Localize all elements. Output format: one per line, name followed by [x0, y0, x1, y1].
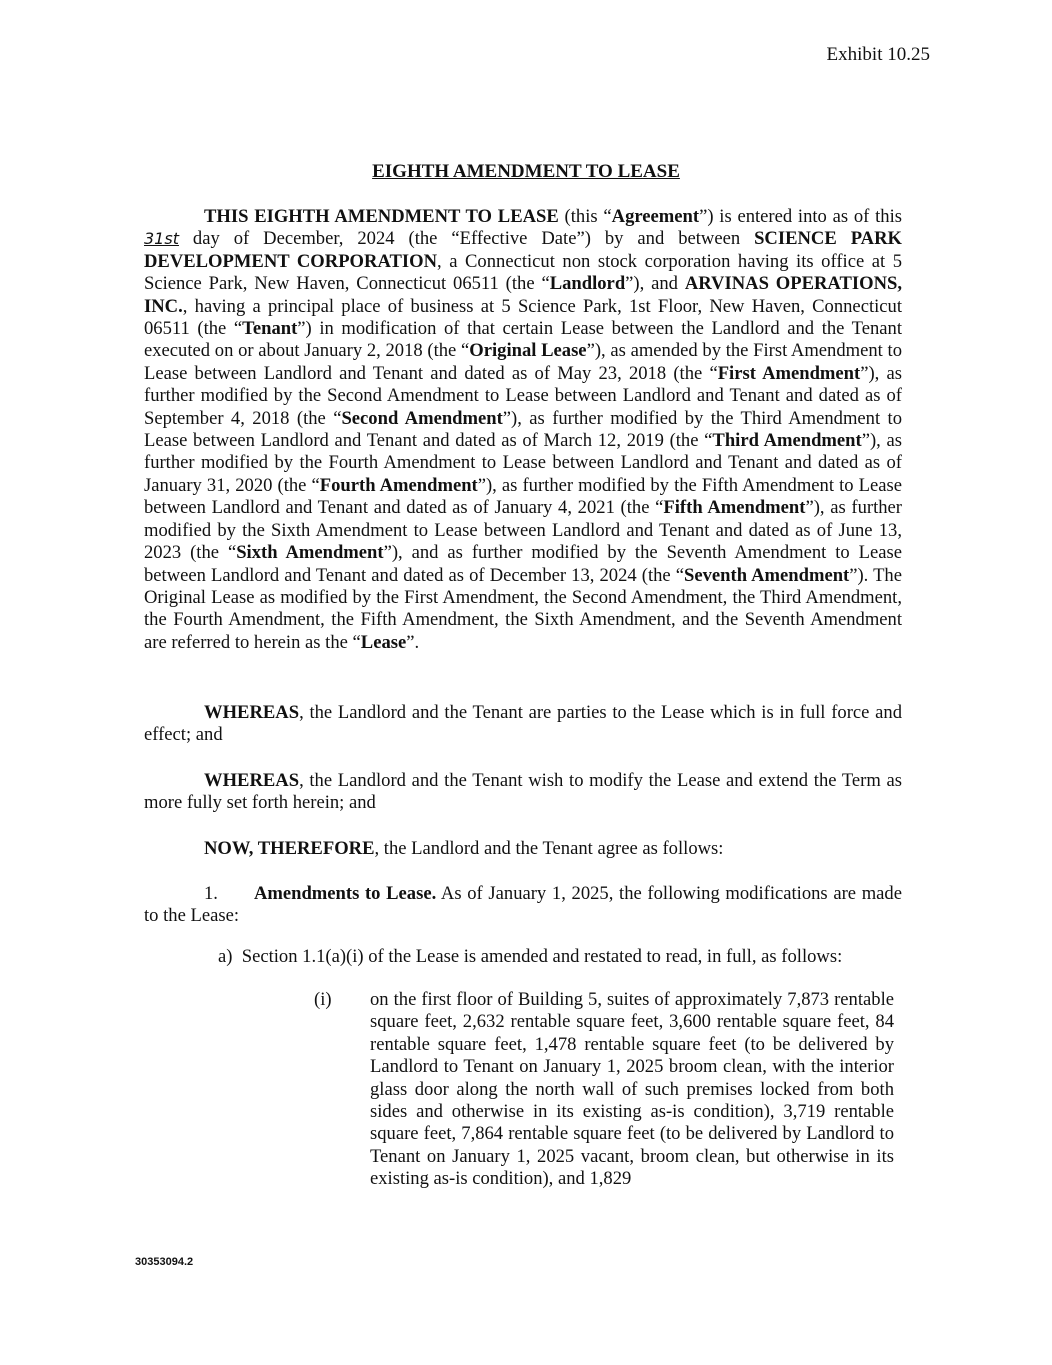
section-1-paragraph: 1. Amendments to Lease. As of January 1, 2025, the following modifications are made to the Lease:: [144, 883, 902, 927]
landlord-name: SCIENCE PARK DEVELOPMENT CORPORATION: [144, 228, 903, 272]
section-number: 1.: [204, 883, 218, 904]
subsection-i-text: on the first floor of Building 5, suites of approximately 7,873 rentable square feet, 2,632 rentable square feet, 3,600 rentable square feet, 84 rentable square feet, 1,478 rentable square feet (to be delivered by Landlord to Tenant on January 1, 2025 broom clean, with the interior glass door along the north wall of such premises locked from both sides and otherwise in its existing as-is condition), 3,719 rentable square feet, 7,864 rentable square feet (to be delivered by Landlord to Tenant on January 1, 2025 vacant, broom clean, but otherwise in its existing as-is condition), and 1,829: [370, 989, 894, 1190]
whereas-paragraph-1: WHEREAS, the Landlord and the Tenant are parties to the Lease which is in full force and effect; and: [144, 702, 902, 746]
exhibit-label: Exhibit 10.25: [826, 44, 930, 65]
section-heading: Amendments to Lease.: [253, 883, 437, 904]
intro-paragraph: THIS EIGHTH AMENDMENT TO LEASE (this “Agreement”) is entered into as of this 31st day of December, 2024 (the “Effective Date”) by and between SCIENCE PARK DEVELOPMENT CORPORATION, a Connecticut non stock corporation having its office at 5 Science Park, New Haven, Connecticut 06511 (the “Landlord”), and ARVINAS OPERATIONS, INC., having a principal place of business at 5 Science Park, 1st Floor, New Haven, Connecticut 06511 (the “Tenant”) in modification of that certain Lease between the Landlord and the Tenant executed on or about January 2, 2018 (the “Original Lease”), as amended by the First Amendment to Lease between Landlord and Tenant and dated as of May 23, 2018 (the “First Amendment”), as further modified by the Second Amendment to Lease between Landlord and Tenant and dated as of September 4, 2018 (the “Second Amendment”), as further modified by the Third Amendment to Lease between Landlord and Tenant and dated as of March 12, 2019 (the “Third Amendment”), as further modified by the Fourth Amendment to Lease between Landlord and Tenant and dated as of January 31, 2020 (the “Fourth Amendment”), as further modified by the Fifth Amendment to Lease between Landlord and Tenant and dated as of January 4, 2021 (the “Fifth Amendment”), as further modified by the Sixth Amendment to Lease between Landlord and Tenant and dated as of June 13, 2023 (the “Sixth Amendment”), and as further modified by the Seventh Amendment to Lease between Landlord and Tenant and dated as of December 13, 2024 (the “Seventh Amendment”). The Original Lease as modified by the First Amendment, the Second Amendment, the Third Amendment, the Fourth Amendment, the Fifth Amendment, the Sixth Amendment, and the Seventh Amendment are referred to herein as the “Lease”.: [144, 206, 903, 653]
document-id: 30353094.2: [135, 1256, 194, 1268]
whereas-paragraph-2: WHEREAS, the Landlord and the Tenant wish to modify the Lease and extend the Term as more fully set forth herein; and: [144, 770, 902, 814]
tenant-name: ARVINAS OPERATIONS, INC.: [144, 273, 902, 317]
subsection-i-label: (i): [314, 989, 332, 1010]
intro-lead: THIS EIGHTH AMENDMENT TO LEASE: [204, 206, 559, 227]
now-therefore-paragraph: NOW, THEREFORE, the Landlord and the Tenant agree as follows:: [204, 838, 724, 859]
handwritten-day: 31st: [144, 229, 179, 249]
document-title: EIGHTH AMENDMENT TO LEASE: [372, 161, 680, 182]
subsection-a: a) Section 1.1(a)(i) of the Lease is amended and restated to read, in full, as follows:: [218, 946, 843, 967]
